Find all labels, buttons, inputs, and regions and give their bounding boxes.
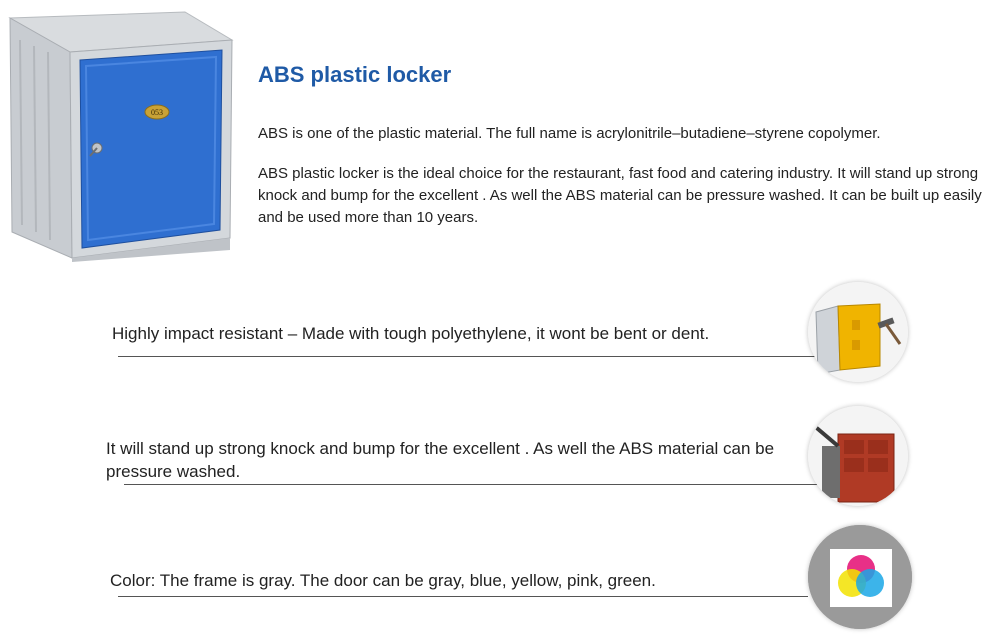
intro-paragraph-1: ABS is one of the plastic material. The full name is acrylonitrile–butadiene–styrene copolymer. xyxy=(258,125,881,142)
feature-impact-image xyxy=(808,282,908,382)
feature-divider xyxy=(118,596,808,597)
intro-paragraph-2: ABS plastic locker is the ideal choice for the restaurant, fast food and catering industry. It will stand up strong knock and bump for the excellent . As well the ABS material can be pressure washed. It can be built up easily and be used more than 10 years. xyxy=(258,165,982,226)
color-palette-icon xyxy=(808,525,912,629)
feature-pressure-wash-image xyxy=(808,406,908,506)
hammer-impact-icon xyxy=(808,282,908,382)
locker-product-image xyxy=(0,0,240,270)
page-title: ABS plastic locker xyxy=(258,62,452,87)
feature-impact-text: Highly impact resistant – Made with tough polyethylene, it wont be bent or dent. xyxy=(112,324,710,343)
locker-badge-number: 053 xyxy=(151,108,163,117)
feature-color-image xyxy=(808,525,912,629)
locker-icon xyxy=(0,0,240,270)
feature-pressure-wash-text: It will stand up strong knock and bump for the excellent . As well the ABS material can be pressure washed. xyxy=(106,439,775,481)
pressure-wash-icon xyxy=(808,406,908,506)
feature-color-text: Color: The frame is gray. The door can be gray, blue, yellow, pink, green. xyxy=(110,571,656,590)
feature-divider xyxy=(124,484,818,485)
feature-divider xyxy=(118,356,818,357)
